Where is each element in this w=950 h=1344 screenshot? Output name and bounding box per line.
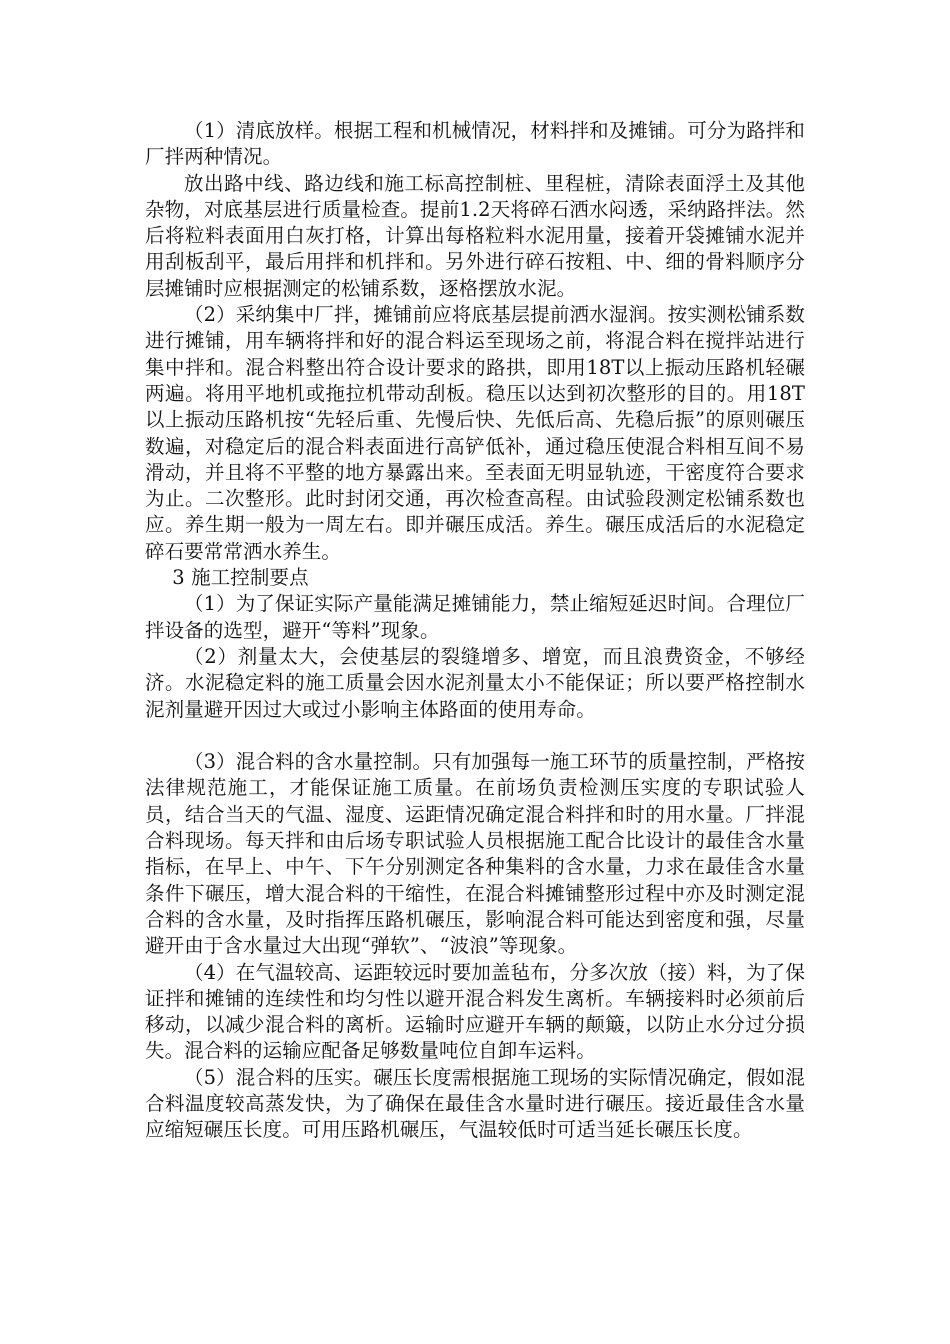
paragraph-output-capacity: （1）为了保证实际产量能满足摊铺能力，禁止缩短延迟时间。合理位厂拌设备的选型，避开“等料”现象。 (145, 592, 805, 642)
paragraph-cement-dosage: （2）剂量太大，会使基层的裂缝增多、增宽，而且浪费资金，不够经济。水泥稳定料的施工质量会因水泥剂量太小不能保证；所以要严格控制水泥剂量避开因过大或过小影响主体路面的使用寿命。 (145, 644, 805, 721)
paragraph-transport: （4）在气温较高、运距较远时要加盖毡布，分多次放（接）料，为了保证拌和摊铺的连续性和均匀性以避开混合料发生离析。车辆接料时必须前后移动，以减少混合料的离析。运输时应避开车辆的颠簸，以防止水分过分损失。混合料的运输应配备足够数量吨位自卸车运料。 (145, 960, 805, 1063)
paragraph-moisture-control: （3）混合料的含水量控制。只有加强每一施工环节的质量控制，严格按法律规范施工，才能保证施工质量。在前场负责检测压实度的专职试验人员，结合当天的气温、湿度、运距情况确定混合料拌和时的用水量。厂拌混合料现场。每天拌和由后场专职试验人员根据施工配合比设计的最佳含水量指标，在早上、中午、下午分别测定各种集料的含水量，力求在最佳含水量条件下碾压，增大混合料的干缩性，在混合料摊铺整形过程中亦及时测定混合料的含水量，及时指挥压路机碾压，影响混合料可能达到密度和强，尽量避开由于含水量过大出现“弹软”、“波浪”等现象。 (145, 750, 805, 958)
paragraph-plant-mixing: （2）采纳集中厂拌，摊铺前应将底基层提前洒水湿润。按实测松铺系数进行摊铺，用车辆将拌和好的混合料运至现场之前，将混合料在搅拌站进行集中拌和。混合料整出符合设计要求的路拱，即用18T以上振动压路机轻碾两遍。将用平地机或拖拉机带动刮板。稳压以达到初次整形的目的。用18T以上振动压路机按“先轻后重、先慢后快、先低后高、先稳后振”的原则碾压数遍，对稳定后的混合料表面进行高铲低补，通过稳压使混合料相互间不易滑动，并且将不平整的地方暴露出来。至表面无明显轨迹，干密度符合要求为止。二次整形。此时封闭交通，再次检查高程。由试验段测定松铺系数也应。养生期一般为一周左右。即并碾压成活。养生。碾压成活后的水泥稳定碎石要常常洒水养生。 (145, 303, 805, 563)
section-heading-construction-control: 3 施工控制要点 (172, 566, 309, 590)
document-body (145, 118, 805, 1144)
paragraph-road-centerline: 放出路中线、路边线和施工标高控制桩、里程桩，清除表面浮土及其他杂物，对底基层进行质量检查。提前1.2天将碎石洒水闷透，采纳路拌法。然后将粒料表面用白灰打格，计算出每格粒料水泥用量，接着开袋摊铺水泥并用刮板刮平，最后用拌和机拌和。另外进行碎石按粗、中、细的骨料顺序分层摊铺时应根据测定的松铺系数，逐格摆放水泥。 (145, 171, 805, 300)
paragraph-compaction: （5）混合料的压实。碾压长度需根据施工现场的实际情况确定，假如混合料温度较高蒸发快，为了确保在最佳含水量时进行碾压。接近最佳含水量应缩短碾压长度。可用压路机碾压，气温较低时可适当延长碾压长度。 (145, 1065, 805, 1142)
paragraph-clearing-staking: （1）清底放样。根据工程和机械情况，材料拌和及摊铺。可分为路拌和厂拌两种情况。 (145, 119, 805, 169)
